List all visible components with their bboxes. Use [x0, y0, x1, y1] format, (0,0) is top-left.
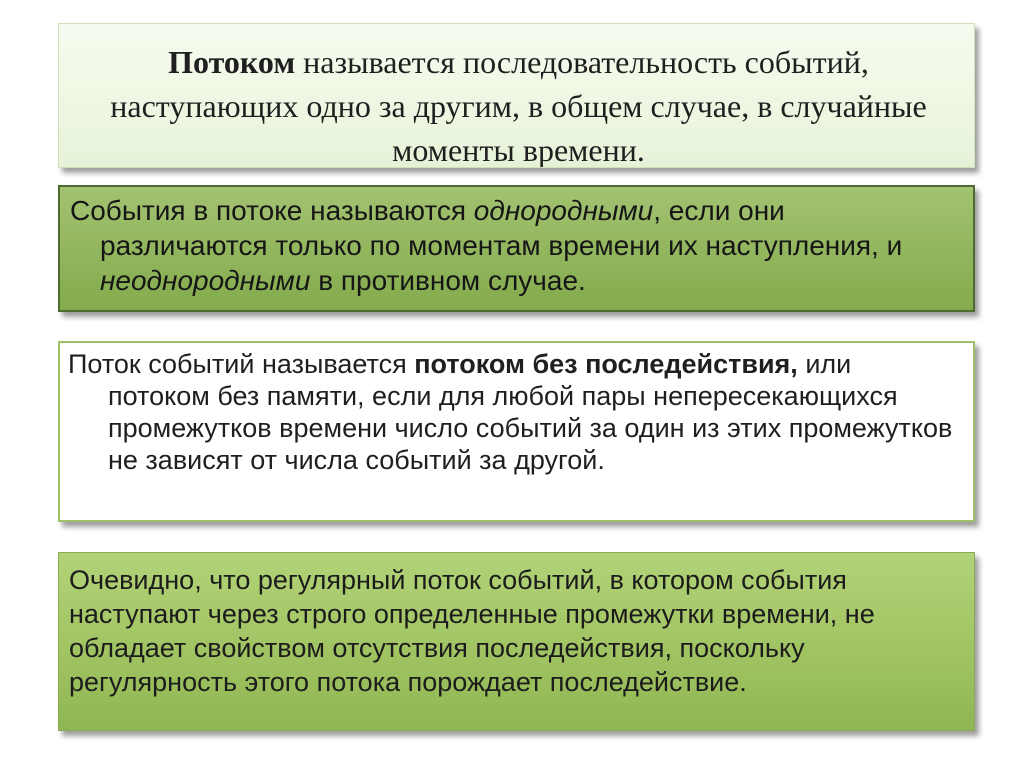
homogeneous-term: однородными	[473, 195, 654, 226]
no-aftereffect-part-2: или потоком без памяти, если для любой пары непересекающихся промежутков времени число событий за один из этих промежутков не зависят от числа событий за другой.	[108, 349, 953, 475]
homogeneous-part-1: События в потоке называются	[70, 195, 474, 226]
inhomogeneous-term: неоднородными	[100, 265, 311, 296]
regular-flow-box	[58, 552, 975, 731]
definition-text	[89, 40, 948, 168]
definition-rest: называется последовательность событий, наступающих одно за другим, в общем случае, в случайные моменты времени.	[110, 44, 927, 168]
no-aftereffect-part-1: Поток событий называется	[68, 349, 415, 379]
homogeneous-part-3: в противном случае.	[310, 265, 586, 296]
homogeneous-part-2: , если они различаются только по моментам времени их наступления, и	[100, 195, 903, 261]
no-aftereffect-text	[68, 348, 955, 476]
definition-term: Потоком	[168, 44, 296, 80]
homogeneous-events-box	[58, 185, 975, 312]
no-aftereffect-term: потоком без последействия,	[414, 349, 798, 379]
regular-flow-text: Очевидно, что регулярный поток событий, в котором события наступают через строго определенные промежутки времени, не обладает свойством отсутствия последействия, поскольку регулярность этого потока порождает последействие.	[69, 565, 875, 697]
homogeneous-events-text	[70, 193, 955, 298]
no-aftereffect-box	[58, 341, 975, 522]
definition-box	[58, 23, 975, 168]
